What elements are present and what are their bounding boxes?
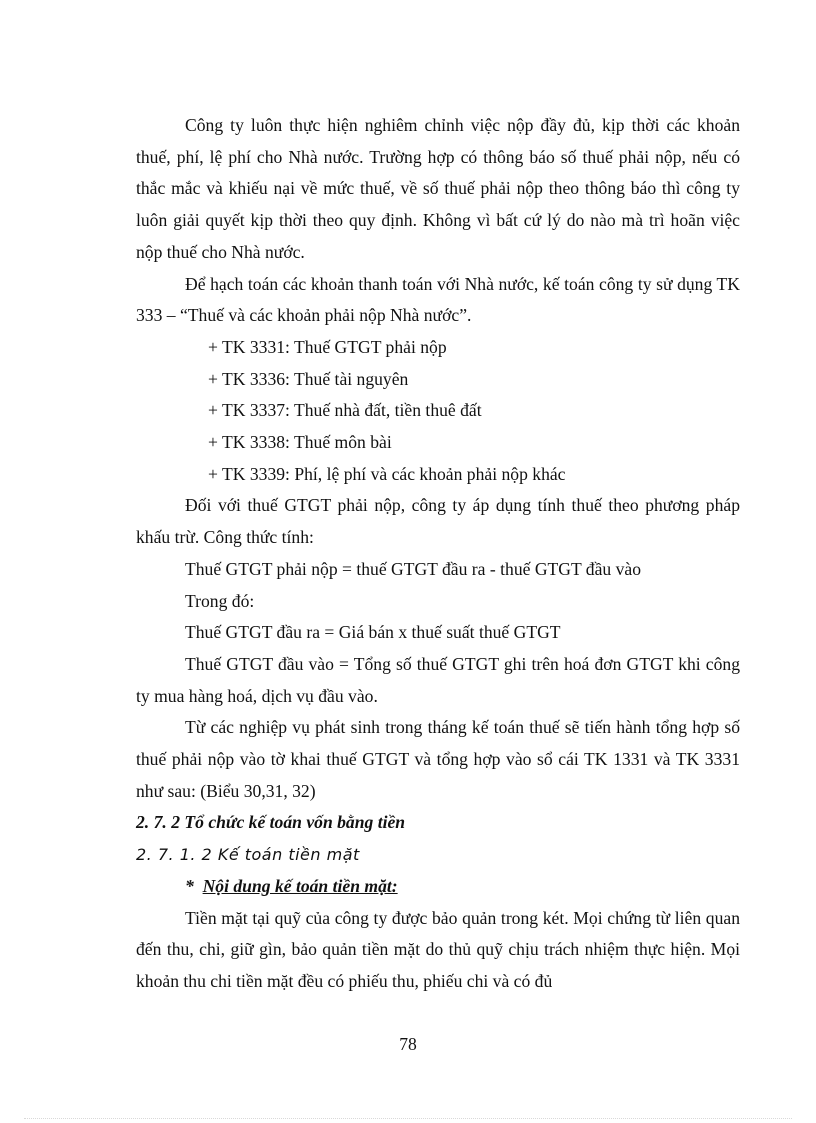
formula-vat-payable: Thuế GTGT phải nộp = thuế GTGT đầu ra - thuế GTGT đầu vào [185,558,642,579]
paragraph-cash: Tiền mặt tại quỹ của công ty được bảo quản trong két. Mọi chứng từ liên quan đến thu, chi, giữ gìn, bảo quản tiền mặt do thủ quỹ chịu trách nhiệm thực hiện. Mọi khoản thu chi tiền mặt đều có phiếu thu, phiếu chi và có đủ [136,907,740,991]
account-item-3331: + TK 3331: Thuế GTGT phải nộp [208,336,447,357]
paragraph-vat-summary: Từ các nghiệp vụ phát sinh trong tháng kế toán thuế sẽ tiến hành tổng hợp số thuế phải nộp vào tờ khai thuế GTGT và tổng hợp vào sổ cái TK 1331 và TK 3331 như sau: (Biểu 30,31, 32) [136,717,740,801]
paragraph-tk333: Để hạch toán các khoản thanh toán với Nhà nước, kế toán công ty sử dụng TK 333 – “Thuế và các khoản phải nộp Nhà nước”. [136,273,740,326]
star-heading [136,871,740,903]
account-item-3337: + TK 3337: Thuế nhà đất, tiền thuê đất [208,400,482,421]
text-where: Trong đó: [185,590,255,611]
page-bottom-divider [24,1118,792,1119]
formula-input-vat: Thuế GTGT đầu vào = Tổng số thuế GTGT ghi trên hoá đơn GTGT khi công ty mua hàng hoá, dịch vụ đầu vào. [136,653,740,706]
account-item-3339: + TK 3339: Phí, lệ phí và các khoản phải nộp khác [208,463,566,484]
formula-output-vat: Thuế GTGT đầu ra = Giá bán x thuế suất thuế GTGT [185,622,561,643]
account-list [136,332,740,491]
section-heading: 2. 7. 2 Tổ chức kế toán vốn bằng tiền [136,812,406,833]
paragraph-tax-compliance: Công ty luôn thực hiện nghiêm chỉnh việc nộp đầy đủ, kịp thời các khoản thuế, phí, lệ phí cho Nhà nước. Trường hợp có thông báo số thuế phải nộp, nếu có thắc mắc và khiếu nại về mức thuế, về số thuế phải nộp theo thông báo thì công ty luôn giải quyết kịp thời theo quy định. Không vì bất cứ lý do nào mà trì hoãn việc nộp thuế cho Nhà nước. [136,115,740,262]
page-body [136,110,740,998]
account-item-3338: + TK 3338: Thuế môn bài [208,432,392,453]
page-number: 78 [399,1034,417,1054]
subsection-heading: 2. 7. 1. 2 Kế toán tiền mặt [136,845,360,865]
paragraph-vat-method: Đối với thuế GTGT phải nộp, công ty áp dụng tính thuế theo phương pháp khấu trừ. Công thức tính: [136,495,740,548]
account-item-3336: + TK 3336: Thuế tài nguyên [208,368,409,389]
star-heading-title: Nội dung kế toán tiền mặt: [202,875,398,896]
star-mark: * [185,875,194,896]
